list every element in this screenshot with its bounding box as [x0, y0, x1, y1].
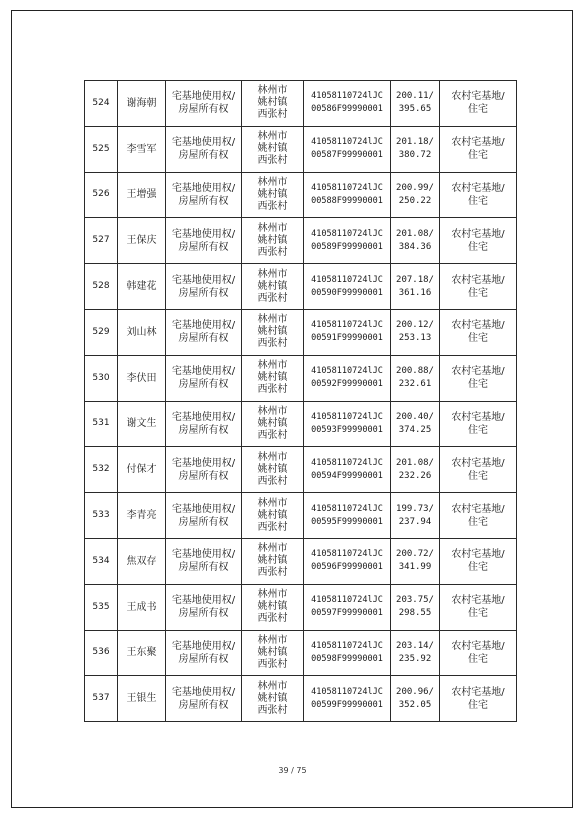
cell-property-code-line: 00594F99990001	[311, 470, 383, 481]
cell-record-number: 524	[85, 81, 118, 127]
table-row	[85, 309, 517, 355]
cell-location-line: 姚村镇	[257, 280, 288, 292]
cell-record-number: 534	[85, 538, 118, 584]
cell-area-line: 201.18/	[396, 137, 434, 148]
cell-property-code-line: 00595F99990001	[311, 516, 383, 527]
cell-usage-line: 住宅	[468, 424, 488, 436]
cell-location	[242, 81, 304, 127]
cell-property-code-line: 00597F99990001	[311, 608, 383, 619]
cell-area-line: 395.65	[398, 104, 432, 115]
cell-area-line: 200.11/	[396, 91, 434, 102]
cell-location	[242, 264, 304, 310]
cell-right-type-line: 宅基地使用权/	[171, 595, 236, 607]
cell-location-line: 姚村镇	[257, 509, 288, 521]
cell-right-type	[166, 401, 242, 447]
cell-property-code	[304, 172, 391, 218]
cell-property-code-line: 00598F99990001	[311, 653, 383, 664]
cell-usage	[440, 447, 517, 493]
cell-property-code	[304, 218, 391, 264]
cell-right-type-line: 房屋所有权	[178, 379, 229, 391]
cell-owner-name: 王东聚	[118, 630, 166, 676]
cell-usage	[440, 355, 517, 401]
cell-location-line: 林州市	[257, 314, 288, 326]
cell-property-code-line: 00589F99990001	[311, 241, 383, 252]
cell-location-line: 姚村镇	[257, 97, 288, 109]
cell-property-code	[304, 630, 391, 676]
cell-location	[242, 218, 304, 264]
cell-right-type-line: 房屋所有权	[178, 516, 229, 528]
cell-area	[391, 81, 440, 127]
cell-location-line: 林州市	[257, 268, 288, 280]
cell-record-number: 527	[85, 218, 118, 264]
cell-usage-line: 农村宅基地/	[451, 320, 505, 332]
cell-property-code	[304, 401, 391, 447]
cell-usage	[440, 309, 517, 355]
cell-property-code-line: 41058110724lJC	[311, 640, 383, 651]
cell-record-number: 532	[85, 447, 118, 493]
cell-area-line: 235.92	[398, 653, 432, 664]
cell-right-type-line: 宅基地使用权/	[171, 228, 236, 240]
cell-right-type-line: 宅基地使用权/	[171, 274, 236, 286]
cell-property-code-line: 41058110724lJC	[311, 686, 383, 697]
cell-right-type-line: 房屋所有权	[178, 608, 229, 620]
cell-area-line: 203.75/	[396, 595, 434, 606]
table-row	[85, 538, 517, 584]
table-row	[85, 584, 517, 630]
cell-location-line: 西张村	[257, 246, 288, 258]
cell-right-type-line: 房屋所有权	[178, 287, 229, 299]
cell-right-type	[166, 584, 242, 630]
cell-usage-line: 住宅	[468, 470, 488, 482]
cell-right-type-line: 宅基地使用权/	[171, 411, 236, 423]
cell-right-type-line: 房屋所有权	[178, 104, 229, 116]
cell-area-line: 352.05	[398, 699, 432, 710]
cell-usage	[440, 493, 517, 539]
cell-usage-line: 农村宅基地/	[451, 686, 505, 698]
cell-location-line: 姚村镇	[257, 417, 288, 429]
cell-usage-line: 住宅	[468, 333, 488, 345]
cell-right-type-line: 宅基地使用权/	[171, 686, 236, 698]
cell-usage-line: 农村宅基地/	[451, 137, 505, 149]
cell-record-number: 535	[85, 584, 118, 630]
cell-area	[391, 584, 440, 630]
cell-area-line: 232.26	[398, 470, 432, 481]
cell-location	[242, 493, 304, 539]
cell-area-line: 200.72/	[396, 549, 434, 560]
cell-location-line: 姚村镇	[257, 326, 288, 338]
cell-right-type-line: 房屋所有权	[178, 699, 229, 711]
cell-location-line: 林州市	[257, 131, 288, 143]
cell-area-line: 200.99/	[396, 182, 434, 193]
cell-right-type	[166, 630, 242, 676]
cell-location-line: 姚村镇	[257, 143, 288, 155]
cell-area	[391, 309, 440, 355]
cell-usage-line: 住宅	[468, 287, 488, 299]
cell-property-code-line: 41058110724lJC	[311, 228, 383, 239]
cell-area	[391, 493, 440, 539]
cell-area-line: 380.72	[398, 150, 432, 161]
cell-location-line: 姚村镇	[257, 646, 288, 658]
cell-right-type-line: 房屋所有权	[178, 562, 229, 574]
cell-location	[242, 584, 304, 630]
cell-property-code-line: 00587F99990001	[311, 150, 383, 161]
cell-area	[391, 355, 440, 401]
cell-location-line: 林州市	[257, 589, 288, 601]
property-register-table	[84, 80, 517, 722]
cell-location	[242, 172, 304, 218]
cell-location-line: 西张村	[257, 613, 288, 625]
cell-record-number: 528	[85, 264, 118, 310]
cell-usage-line: 农村宅基地/	[451, 91, 505, 103]
cell-location	[242, 538, 304, 584]
cell-property-code-line: 41058110724lJC	[311, 411, 383, 422]
cell-location-line: 西张村	[257, 521, 288, 533]
cell-usage	[440, 264, 517, 310]
cell-right-type-line: 房屋所有权	[178, 653, 229, 665]
cell-usage-line: 农村宅基地/	[451, 549, 505, 561]
cell-location-line: 西张村	[257, 155, 288, 167]
cell-property-code	[304, 584, 391, 630]
cell-location-line: 西张村	[257, 704, 288, 716]
cell-usage-line: 住宅	[468, 562, 488, 574]
cell-location-line: 西张村	[257, 567, 288, 579]
cell-record-number: 530	[85, 355, 118, 401]
cell-owner-name: 李青亮	[118, 493, 166, 539]
cell-record-number: 529	[85, 309, 118, 355]
table-row	[85, 493, 517, 539]
cell-usage-line: 住宅	[468, 150, 488, 162]
cell-location-line: 姚村镇	[257, 372, 288, 384]
cell-property-code-line: 41058110724lJC	[311, 91, 383, 102]
cell-record-number: 526	[85, 172, 118, 218]
cell-usage-line: 住宅	[468, 699, 488, 711]
cell-usage	[440, 218, 517, 264]
cell-area-line: 199.73/	[396, 503, 434, 514]
cell-property-code-line: 00593F99990001	[311, 424, 383, 435]
cell-property-code-line: 41058110724lJC	[311, 595, 383, 606]
cell-area-line: 341.99	[398, 562, 432, 573]
cell-area	[391, 676, 440, 722]
cell-property-code-line: 41058110724lJC	[311, 274, 383, 285]
cell-right-type	[166, 309, 242, 355]
cell-location-line: 林州市	[257, 451, 288, 463]
cell-right-type-line: 宅基地使用权/	[171, 640, 236, 652]
cell-location-line: 林州市	[257, 360, 288, 372]
cell-usage-line: 住宅	[468, 241, 488, 253]
cell-property-code-line: 00590F99990001	[311, 287, 383, 298]
cell-usage-line: 农村宅基地/	[451, 411, 505, 423]
cell-location	[242, 676, 304, 722]
cell-location-line: 姚村镇	[257, 601, 288, 613]
cell-area	[391, 126, 440, 172]
cell-location	[242, 126, 304, 172]
cell-location	[242, 309, 304, 355]
cell-location-line: 西张村	[257, 429, 288, 441]
cell-area	[391, 218, 440, 264]
cell-right-type-line: 宅基地使用权/	[171, 91, 236, 103]
cell-right-type	[166, 447, 242, 493]
cell-area-line: 237.94	[398, 516, 432, 527]
cell-usage	[440, 126, 517, 172]
cell-location	[242, 630, 304, 676]
page-number: 39 / 75	[278, 766, 307, 775]
cell-location-line: 林州市	[257, 543, 288, 555]
cell-area-line: 298.55	[398, 608, 432, 619]
cell-area-line: 232.61	[398, 379, 432, 390]
cell-right-type	[166, 172, 242, 218]
table-row	[85, 126, 517, 172]
cell-property-code-line: 00599F99990001	[311, 699, 383, 710]
cell-property-code-line: 41058110724lJC	[311, 182, 383, 193]
cell-right-type	[166, 126, 242, 172]
cell-location-line: 姚村镇	[257, 692, 288, 704]
table-row	[85, 355, 517, 401]
cell-location-line: 林州市	[257, 405, 288, 417]
cell-right-type-line: 宅基地使用权/	[171, 549, 236, 561]
cell-usage	[440, 538, 517, 584]
cell-owner-name: 王增强	[118, 172, 166, 218]
cell-property-code	[304, 355, 391, 401]
cell-usage	[440, 401, 517, 447]
cell-location-line: 西张村	[257, 109, 288, 121]
cell-area-line: 374.25	[398, 424, 432, 435]
cell-right-type-line: 宅基地使用权/	[171, 457, 236, 469]
cell-area-line: 250.22	[398, 195, 432, 206]
cell-right-type-line: 宅基地使用权/	[171, 182, 236, 194]
cell-owner-name: 王保庆	[118, 218, 166, 264]
cell-area	[391, 630, 440, 676]
cell-location-line: 林州市	[257, 680, 288, 692]
cell-property-code	[304, 126, 391, 172]
table-row	[85, 401, 517, 447]
cell-owner-name: 谢文生	[118, 401, 166, 447]
cell-property-code-line: 41058110724lJC	[311, 549, 383, 560]
cell-location-line: 西张村	[257, 292, 288, 304]
cell-owner-name: 谢海朝	[118, 81, 166, 127]
cell-usage-line: 农村宅基地/	[451, 366, 505, 378]
cell-area	[391, 538, 440, 584]
cell-location-line: 西张村	[257, 338, 288, 350]
cell-location-line: 西张村	[257, 384, 288, 396]
cell-location-line: 姚村镇	[257, 188, 288, 200]
cell-usage-line: 住宅	[468, 516, 488, 528]
cell-location	[242, 401, 304, 447]
cell-property-code-line: 41058110724lJC	[311, 137, 383, 148]
cell-area-line: 361.16	[398, 287, 432, 298]
cell-usage-line: 住宅	[468, 608, 488, 620]
cell-right-type-line: 宅基地使用权/	[171, 137, 236, 149]
cell-right-type-line: 房屋所有权	[178, 241, 229, 253]
cell-area-line: 384.36	[398, 241, 432, 252]
cell-usage-line: 农村宅基地/	[451, 595, 505, 607]
cell-location-line: 林州市	[257, 85, 288, 97]
cell-area-line: 201.08/	[396, 457, 434, 468]
cell-record-number: 531	[85, 401, 118, 447]
table-row	[85, 218, 517, 264]
cell-property-code	[304, 309, 391, 355]
cell-property-code-line: 00591F99990001	[311, 333, 383, 344]
cell-property-code-line: 41058110724lJC	[311, 457, 383, 468]
cell-usage-line: 农村宅基地/	[451, 640, 505, 652]
table-row	[85, 447, 517, 493]
cell-usage-line: 农村宅基地/	[451, 182, 505, 194]
cell-location-line: 姚村镇	[257, 463, 288, 475]
cell-location-line: 西张村	[257, 200, 288, 212]
table-row	[85, 676, 517, 722]
cell-owner-name: 焦双存	[118, 538, 166, 584]
cell-property-code-line: 00586F99990001	[311, 104, 383, 115]
cell-right-type	[166, 264, 242, 310]
cell-right-type	[166, 81, 242, 127]
cell-owner-name: 韩建花	[118, 264, 166, 310]
cell-property-code	[304, 447, 391, 493]
cell-property-code	[304, 538, 391, 584]
cell-area-line: 200.12/	[396, 320, 434, 331]
table-row	[85, 630, 517, 676]
cell-property-code	[304, 264, 391, 310]
cell-owner-name: 付保才	[118, 447, 166, 493]
cell-owner-name: 王成书	[118, 584, 166, 630]
cell-property-code	[304, 81, 391, 127]
cell-record-number: 533	[85, 493, 118, 539]
cell-record-number: 537	[85, 676, 118, 722]
cell-owner-name: 刘山林	[118, 309, 166, 355]
cell-record-number: 525	[85, 126, 118, 172]
cell-right-type	[166, 538, 242, 584]
cell-owner-name: 李雪军	[118, 126, 166, 172]
cell-location-line: 西张村	[257, 658, 288, 670]
cell-owner-name: 王银生	[118, 676, 166, 722]
cell-right-type-line: 房屋所有权	[178, 424, 229, 436]
cell-location-line: 西张村	[257, 475, 288, 487]
cell-property-code-line: 00596F99990001	[311, 562, 383, 573]
cell-area-line: 200.88/	[396, 366, 434, 377]
cell-usage	[440, 676, 517, 722]
cell-usage-line: 农村宅基地/	[451, 457, 505, 469]
cell-property-code-line: 41058110724lJC	[311, 503, 383, 514]
cell-right-type-line: 房屋所有权	[178, 333, 229, 345]
cell-right-type-line: 房屋所有权	[178, 470, 229, 482]
cell-location	[242, 447, 304, 493]
cell-location-line: 姚村镇	[257, 555, 288, 567]
cell-area-line: 207.18/	[396, 274, 434, 285]
cell-usage	[440, 172, 517, 218]
register-body	[85, 81, 517, 722]
cell-location-line: 姚村镇	[257, 234, 288, 246]
cell-usage-line: 农村宅基地/	[451, 274, 505, 286]
cell-property-code-line: 00592F99990001	[311, 379, 383, 390]
cell-usage-line: 住宅	[468, 379, 488, 391]
table-row	[85, 264, 517, 310]
cell-property-code	[304, 493, 391, 539]
cell-right-type	[166, 676, 242, 722]
cell-location-line: 林州市	[257, 497, 288, 509]
cell-right-type	[166, 218, 242, 264]
cell-location-line: 林州市	[257, 176, 288, 188]
cell-area-line: 253.13	[398, 333, 432, 344]
cell-property-code-line: 41058110724lJC	[311, 320, 383, 331]
cell-right-type-line: 宅基地使用权/	[171, 366, 236, 378]
cell-usage	[440, 81, 517, 127]
cell-record-number: 536	[85, 630, 118, 676]
cell-area	[391, 172, 440, 218]
cell-property-code-line: 00588F99990001	[311, 195, 383, 206]
cell-property-code	[304, 676, 391, 722]
cell-usage-line: 住宅	[468, 653, 488, 665]
table-row	[85, 81, 517, 127]
cell-area-line: 201.08/	[396, 228, 434, 239]
cell-area-line: 200.96/	[396, 686, 434, 697]
cell-area	[391, 447, 440, 493]
cell-usage	[440, 630, 517, 676]
cell-right-type	[166, 493, 242, 539]
cell-right-type-line: 房屋所有权	[178, 150, 229, 162]
cell-area	[391, 264, 440, 310]
cell-usage-line: 住宅	[468, 104, 488, 116]
cell-right-type	[166, 355, 242, 401]
cell-right-type-line: 宅基地使用权/	[171, 320, 236, 332]
cell-area	[391, 401, 440, 447]
cell-location-line: 林州市	[257, 222, 288, 234]
cell-usage-line: 农村宅基地/	[451, 503, 505, 515]
cell-location-line: 林州市	[257, 634, 288, 646]
cell-area-line: 203.14/	[396, 640, 434, 651]
cell-area-line: 200.40/	[396, 411, 434, 422]
cell-owner-name: 李伏田	[118, 355, 166, 401]
cell-property-code-line: 41058110724lJC	[311, 366, 383, 377]
cell-right-type-line: 房屋所有权	[178, 195, 229, 207]
cell-usage-line: 住宅	[468, 195, 488, 207]
cell-right-type-line: 宅基地使用权/	[171, 503, 236, 515]
cell-usage	[440, 584, 517, 630]
cell-usage-line: 农村宅基地/	[451, 228, 505, 240]
cell-location	[242, 355, 304, 401]
table-row	[85, 172, 517, 218]
